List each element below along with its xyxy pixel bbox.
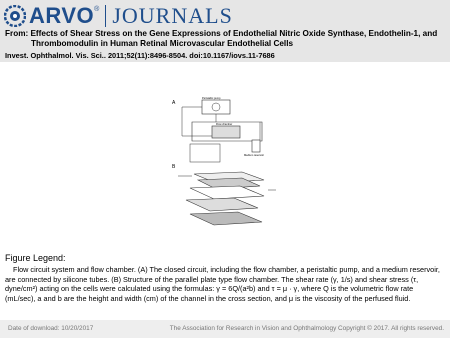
incubator-box xyxy=(190,144,220,162)
pump-label: Peristaltic pump xyxy=(202,97,221,100)
download-date: Date of download: 10/20/2017 xyxy=(8,325,94,332)
article-title-line1: From: Effects of Shear Stress on the Gene Expressions of Endothelial Nitric Oxide Synthase, Endothelin-1, and xyxy=(5,29,438,38)
article-title xyxy=(5,29,445,49)
flow-circuit-figure xyxy=(172,96,282,230)
header-band xyxy=(0,0,450,62)
figure-drawing xyxy=(172,96,282,230)
logo-registered-mark: ® xyxy=(94,6,100,13)
article-title-line2: Thrombomodulin in Human Retinal Microvascular Endothelial Cells xyxy=(31,39,294,48)
copyright-notice: The Association for Research in Vision and Ophthalmology Copyright © 2017. All rights reserved. xyxy=(169,325,444,332)
bottom-plate xyxy=(190,212,262,225)
figure-legend-title: Figure Legend: xyxy=(5,253,66,263)
reservoir-box xyxy=(252,140,260,152)
panel-b-label: B xyxy=(172,164,176,170)
logo-journals-text: JOURNALS xyxy=(112,3,233,28)
chamber-label: Flow chamber xyxy=(216,123,233,126)
logo-brand-text: ARVO xyxy=(29,3,95,28)
pump-box xyxy=(202,100,230,114)
flow-chamber-box xyxy=(212,126,240,138)
arvo-eye-icon xyxy=(4,5,26,27)
logo-divider xyxy=(105,5,106,27)
cell-culture-slide xyxy=(186,198,258,211)
arvo-journals-logo[interactable] xyxy=(4,4,233,28)
reservoir-label: Medium reservoir xyxy=(244,154,265,157)
chamber-base-plate xyxy=(190,186,264,199)
panel-a-label: A xyxy=(172,100,176,106)
footer-band xyxy=(0,320,450,338)
figure-legend-text: Flow circuit system and flow chamber. (A) The closed circuit, including the flow chamber, a peristaltic pump, and a medium reservoir, are connected by silicone tubes. (B) Structure of the parallel plate type flow chamber. The shear rate (γ, 1/s) and shear stress (τ, dyne/cm²) acting on the cells were calculated using the formulas: γ = 6Q/(a²b) and τ = μ · γ, where Q is the volumetric flow rate (mL/sec), a and b are the height and width (cm) of the channel in the cross section, and μ is the viscosity of the perfused fluid. xyxy=(5,265,440,303)
article-citation: Invest. Ophthalmol. Vis. Sci.. 2011;52(11):8496-8504. doi:10.1167/iovs.11-7686 xyxy=(5,51,275,60)
